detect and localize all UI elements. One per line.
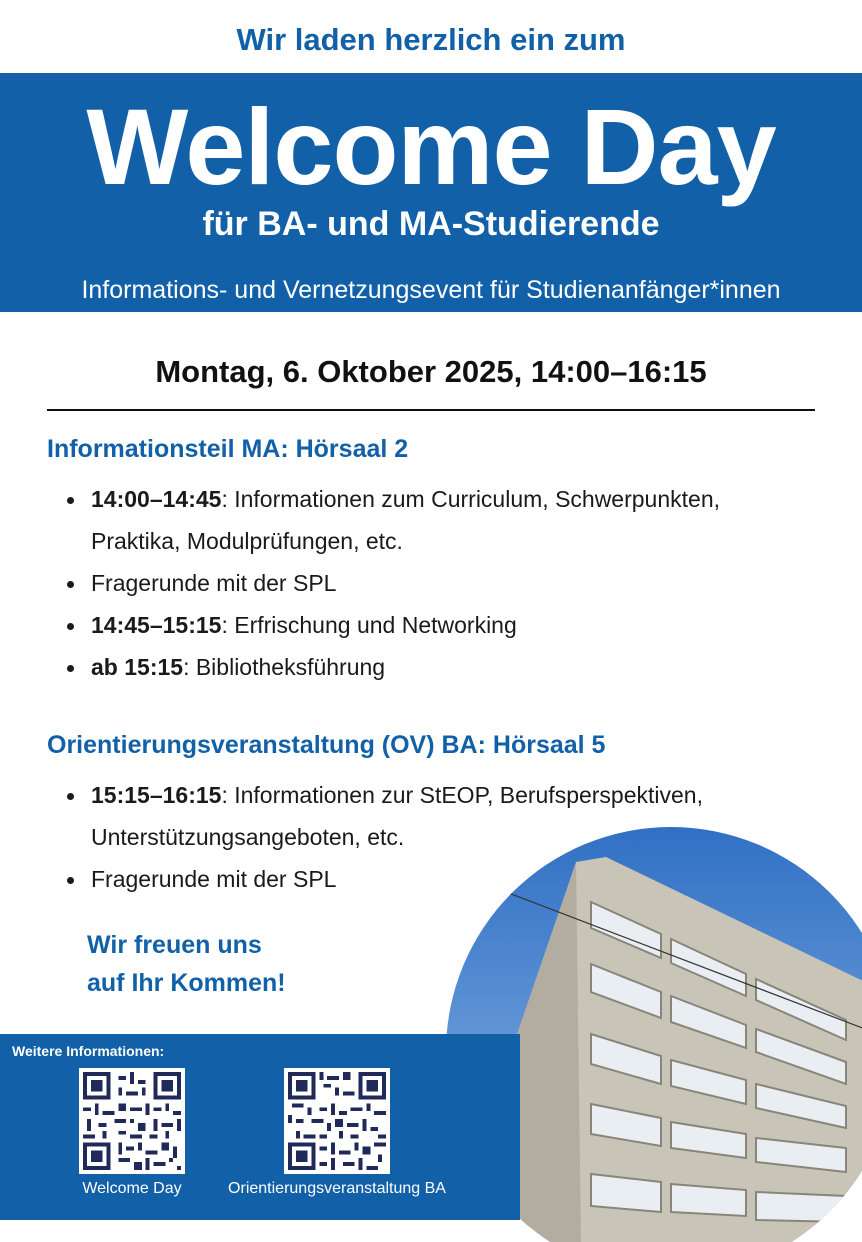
- item-time: ab 15:15: [91, 654, 184, 680]
- item-text: : Erfrischung und Networking: [221, 612, 517, 638]
- qr-pattern: [288, 1072, 386, 1170]
- list-item: [66, 646, 720, 688]
- section-heading-ba: Orientierungsveranstaltung (OV) BA: Hörsaal 5: [47, 731, 606, 759]
- item-time: 14:45–15:15: [91, 612, 222, 638]
- more-info-label: Weitere Informationen:: [12, 1043, 165, 1059]
- qr-caption-welcome-day: Welcome Day: [82, 1180, 182, 1197]
- event-title: Welcome Day: [86, 86, 776, 207]
- list-item: [66, 604, 720, 646]
- list-item: [66, 478, 720, 562]
- item-time: 14:00–14:45: [91, 486, 222, 512]
- closing-line-2: auf Ihr Kommen!: [87, 969, 286, 997]
- agenda-list-ma: [66, 478, 720, 688]
- invite-line: Wir laden herzlich ein zum: [236, 22, 626, 57]
- item-continuation: Unterstützungsangeboten, etc.: [91, 824, 405, 850]
- list-item: [66, 562, 720, 604]
- item-text: Fragerunde mit der SPL: [91, 570, 337, 596]
- item-time: 15:15–16:15: [91, 782, 222, 808]
- section-heading-ma: Informationsteil MA: Hörsaal 2: [47, 435, 409, 463]
- qr-caption-orientation-ba: Orientierungsveranstaltung BA: [228, 1180, 446, 1197]
- qr-code-welcome-day[interactable]: [79, 1068, 185, 1174]
- event-tagline: Informations- und Vernetzungsevent für Studienanfänger*innen: [81, 276, 781, 304]
- item-text: Fragerunde mit der SPL: [91, 866, 337, 892]
- closing-message: [87, 926, 286, 1002]
- qr-pattern: [83, 1072, 181, 1170]
- item-text: : Bibliotheksführung: [183, 654, 386, 680]
- divider: [47, 409, 815, 411]
- event-subtitle: für BA- und MA-Studierende: [202, 205, 660, 243]
- item-continuation: Praktika, Modulprüfungen, etc.: [91, 528, 403, 554]
- item-text: : Informationen zur StEOP, Berufsperspektiven,: [221, 782, 703, 808]
- event-datetime: Montag, 6. Oktober 2025, 14:00–16:15: [155, 354, 707, 389]
- item-text: : Informationen zum Curriculum, Schwerpunkten,: [221, 486, 720, 512]
- qr-code-orientation-ba[interactable]: [284, 1068, 390, 1174]
- closing-line-1: Wir freuen uns: [87, 931, 262, 959]
